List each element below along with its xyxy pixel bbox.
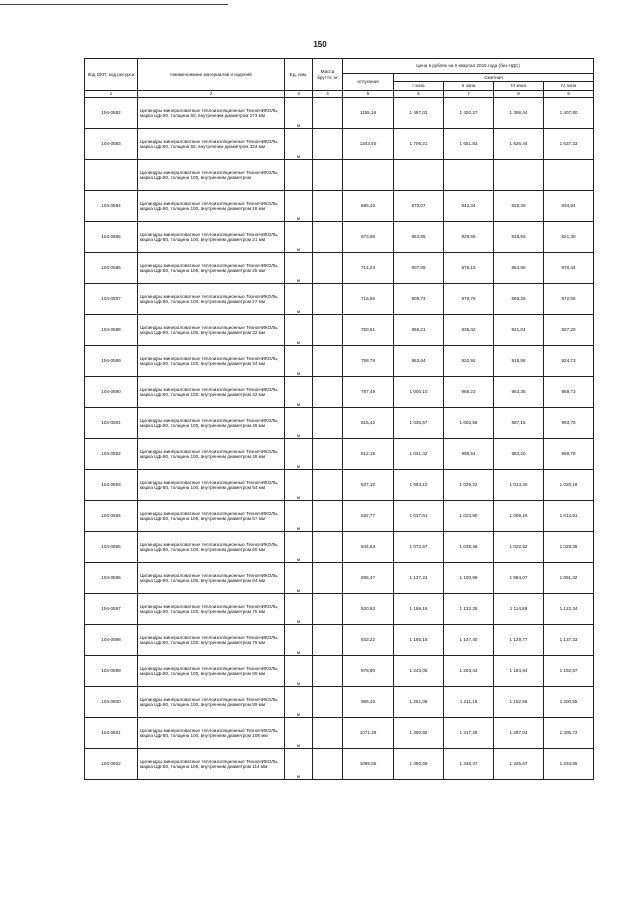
table-row: [85, 377, 594, 408]
row-zone-1-price: 1 243,06: [394, 656, 444, 687]
row-zone-4-price: 1 091,32: [544, 563, 594, 594]
table-row: [85, 160, 594, 191]
row-name: Цилиндры минераловатные теплоизоляционные ТехноНИКОЛЬ, марка Цф-80, толщина 100, внутренним диаметром 54 мм: [138, 470, 285, 501]
column-number: 7: [444, 91, 494, 98]
row-unit: м: [285, 377, 313, 408]
table-row: [85, 439, 594, 470]
row-release-price: 895,47: [343, 563, 394, 594]
row-name: Цилиндры минераловатные теплоизоляционные ТехноНИКОЛЬ, марка Цф-80, толщина 100, внутренним диаметром 80 мм: [138, 656, 285, 687]
row-zone-3-price: 1 008,16: [494, 501, 544, 532]
table-row: [85, 625, 594, 656]
row-zone-2-price: 842,34: [444, 191, 494, 222]
row-name: Цилиндры минераловатные теплоизоляционные ТехноНИКОЛЬ, марка Цф-80, толщина 100, внутренним диаметром 18 мм: [138, 191, 285, 222]
table-row: [85, 687, 594, 718]
row-release-price: 812,15: [343, 439, 394, 470]
row-code: 104-0583: [85, 129, 138, 160]
row-zone-4-price: 834,94: [544, 191, 594, 222]
row-code: 104-0587: [85, 284, 138, 315]
column-number: 6: [394, 91, 444, 98]
row-release-price: 685,10: [343, 191, 394, 222]
table-row: [85, 749, 594, 780]
row-zone-2-price: 878,15: [444, 253, 494, 284]
row-code: 104-0601: [85, 718, 138, 749]
row-name: Цилиндры минераловатные теплоизоляционные ТехноНИКОЛЬ, марка Цф-80, толщина 100, внутренним диаметром 76 мм: [138, 625, 285, 656]
row-name: Цилиндры минераловатные теплоизоляционные ТехноНИКОЛЬ, марка Цф-80, толщина 50, внутренним диаметром 324 мм: [138, 129, 285, 160]
row-mass: [313, 625, 343, 656]
row-zone-4-price: 870,44: [544, 253, 594, 284]
row-zone-3-price: 1 398,44: [494, 98, 544, 129]
row-mass: [313, 594, 343, 625]
row-mass: [313, 98, 343, 129]
row-mass: [313, 749, 343, 780]
row-zone-2-price: 1 132,28: [444, 594, 494, 625]
row-release-price: 1071,39: [343, 718, 394, 749]
row-zone-3-price: 987,15: [494, 408, 544, 439]
row-mass: [313, 222, 343, 253]
row-zone-3-price: [494, 160, 544, 191]
row-zone-3-price: 921,04: [494, 315, 544, 346]
row-release-price: 920,62: [343, 594, 394, 625]
row-unit: м: [285, 346, 313, 377]
row-code: 104-0588: [85, 315, 138, 346]
row-release-price: 758,79: [343, 346, 394, 377]
row-mass: [313, 129, 343, 160]
table-row: [85, 346, 594, 377]
row-name: Цилиндры минераловатные теплоизоляционные ТехноНИКОЛЬ, марка Цф-80, толщина 100, внутренним диаметром 108 мм: [138, 718, 285, 749]
row-name: Цилиндры минераловатные теплоизоляционные ТехноНИКОЛЬ, марка Цф-80, толщина 100, внутренним диаметром 114 мм: [138, 749, 285, 780]
row-name: Цилиндры минераловатные теплоизоляционные ТехноНИКОЛЬ, марка Цф-80, толщина 100, внутренним диаметром 70 мм: [138, 594, 285, 625]
row-zone-4-price: 1 029,36: [544, 532, 594, 563]
column-number: 4: [313, 91, 343, 98]
row-release-price: 1095,05: [343, 749, 394, 780]
row-zone-4-price: 1 192,87: [544, 656, 594, 687]
table-row: [85, 284, 594, 315]
page-number: 150: [313, 40, 327, 49]
row-zone-1-price: 853,95: [394, 222, 444, 253]
row-zone-1-price: 1 185,18: [394, 625, 444, 656]
row-name: Цилиндры минераловатные теплоизоляционные ТехноНИКОЛЬ, марка Цф-80, толщина 100, внутренним диаметром 34 мм: [138, 346, 285, 377]
row-name: Цилиндры минераловатные теплоизоляционные ТехноНИКОЛЬ, марка Цф-80, толщина 100, внутренним диаметром 32 мм: [138, 315, 285, 346]
row-zone-4-price: 1 305,72: [544, 718, 594, 749]
row-release-price: 837,10: [343, 470, 394, 501]
row-zone-4-price: 1 122,34: [544, 594, 594, 625]
row-zone-2-price: 1 317,28: [444, 718, 494, 749]
row-mass: [313, 656, 343, 687]
row-name: Цилиндры минераловатные теплоизоляционные ТехноНИКОЛЬ, марка Цф-80, толщина 100, внутренним диаметром 48 мм: [138, 439, 285, 470]
row-zone-4-price: 1 020,18: [544, 470, 594, 501]
row-zone-4-price: 993,76: [544, 408, 594, 439]
row-unit: м: [285, 656, 313, 687]
row-mass: [313, 563, 343, 594]
row-code: 104-0597: [85, 594, 138, 625]
row-unit: м: [285, 563, 313, 594]
row-zone-1-price: 1 390,69: [394, 749, 444, 780]
row-unit: м: [285, 191, 313, 222]
row-zone-1-price: 907,09: [394, 253, 444, 284]
row-zone-4-price: 821,39: [544, 222, 594, 253]
row-unit: м: [285, 408, 313, 439]
row-code: 104-0591: [85, 408, 138, 439]
row-code: [85, 160, 138, 191]
header-name: Наименование материалов и изделий: [138, 59, 285, 91]
row-zone-2-price: [444, 160, 494, 191]
row-zone-3-price: 1 297,04: [494, 718, 544, 749]
row-name: Цилиндры минераловатные теплоизоляционные ТехноНИКОЛЬ, марка Цф-80, толщина 50, внутренним диаметром 273 мм: [138, 98, 285, 129]
row-mass: [313, 346, 343, 377]
row-zone-4-price: 1 014,91: [544, 501, 594, 532]
table-row: [85, 222, 594, 253]
header-zone-3: III зона: [494, 82, 544, 91]
row-zone-1-price: 1 706,21: [394, 129, 444, 160]
top-rule: [0, 4, 228, 5]
row-zone-3-price: 1 325,67: [494, 749, 544, 780]
row-mass: [313, 532, 343, 563]
row-code: 104-0599: [85, 656, 138, 687]
row-code: 104-0585: [85, 222, 138, 253]
header-zone-1: I зона: [394, 82, 444, 91]
table-row: [85, 253, 594, 284]
row-zone-1-price: 908,74: [394, 284, 444, 315]
row-zone-2-price: 828,66: [444, 222, 494, 253]
row-release-price: 844,63: [343, 532, 394, 563]
row-release-price: 673,68: [343, 222, 394, 253]
header-estimate-price: Сметная: [394, 74, 594, 82]
row-release-price: 978,80: [343, 656, 394, 687]
row-zone-3-price: 1 022,52: [494, 532, 544, 563]
row-code: 104-0590: [85, 377, 138, 408]
row-unit: [285, 160, 313, 191]
row-release-price: 1155,16: [343, 98, 394, 129]
row-zone-4-price: 959,73: [544, 377, 594, 408]
row-mass: [313, 191, 343, 222]
row-name: Цилиндры минераловатные теплоизоляционные ТехноНИКОЛЬ, марка Цф-80, толщина 100, внутренним диаметром 27 мм: [138, 284, 285, 315]
row-unit: м: [285, 718, 313, 749]
row-zone-4-price: 1 407,80: [544, 98, 594, 129]
row-zone-4-price: 1 200,55: [544, 687, 594, 718]
row-mass: [313, 284, 343, 315]
row-name: Цилиндры минераловатные теплоизоляционные ТехноНИКОЛЬ, марка Цф-80, толщина 100, внутренним диаметром 64 мм: [138, 563, 285, 594]
row-zone-1-price: 1 251,08: [394, 687, 444, 718]
header-zone-2: II зона: [444, 82, 494, 91]
table-row: [85, 563, 594, 594]
row-unit: м: [285, 439, 313, 470]
row-zone-1-price: 870,07: [394, 191, 444, 222]
row-mass: [313, 501, 343, 532]
row-unit: м: [285, 470, 313, 501]
table-row: [85, 191, 594, 222]
row-code: 104-0596: [85, 563, 138, 594]
row-zone-2-price: 1 029,22: [444, 470, 494, 501]
row-zone-2-price: 1 100,99: [444, 563, 494, 594]
row-zone-2-price: 998,54: [444, 439, 494, 470]
header-zone-4: IV зона: [544, 82, 594, 91]
row-release-price: [343, 160, 394, 191]
table-row: [85, 501, 594, 532]
row-zone-3-price: 864,65: [494, 253, 544, 284]
row-zone-1-price: 1 063,10: [394, 470, 444, 501]
row-zone-3-price: 1 129,77: [494, 625, 544, 656]
row-unit: м: [285, 315, 313, 346]
header-unit: Ед. изм.: [285, 59, 313, 91]
row-zone-3-price: 1 626,44: [494, 129, 544, 160]
table-row: [85, 470, 594, 501]
row-release-price: 815,42: [343, 408, 394, 439]
row-zone-4-price: 1 137,33: [544, 625, 594, 656]
row-zone-2-price: 968,23: [444, 377, 494, 408]
row-code: 104-0593: [85, 470, 138, 501]
row-release-price: 933,22: [343, 625, 394, 656]
row-zone-4-price: [544, 160, 594, 191]
row-name: Цилиндры минераловатные теплоизоляционные ТехноНИКОЛЬ, марка Цф-80, толщина 100, внутренним диаметром 45 мм: [138, 408, 285, 439]
row-mass: [313, 377, 343, 408]
row-zone-1-price: 966,21: [394, 315, 444, 346]
row-zone-1-price: 1 169,16: [394, 594, 444, 625]
table-row: [85, 656, 594, 687]
header-price-group: Цена в рублях на II квартал 2015 года (без НДС): [343, 59, 594, 74]
row-name: Цилиндры минераловатные теплоизоляционные ТехноНИКОЛЬ, марка Цф-80, толщина 100, внутренним диаметром 25 мм: [138, 253, 285, 284]
row-zone-4-price: 989,78: [544, 439, 594, 470]
row-unit: м: [285, 749, 313, 780]
row-zone-3-price: 1 084,07: [494, 563, 544, 594]
header-code: Код ОКП, код ресурса: [85, 59, 138, 91]
row-zone-1-price: 1 035,57: [394, 408, 444, 439]
row-zone-3-price: 829,39: [494, 191, 544, 222]
row-zone-2-price: 1 038,48: [444, 532, 494, 563]
row-name: Цилиндры минераловатные теплоизоляционные ТехноНИКОЛЬ, марка Цф-80, толщина 100, внутренним диаметром 60 мм: [138, 532, 285, 563]
row-name: Цилиндры минераловатные теплоизоляционные ТехноНИКОЛЬ, марка Цф-80, толщина 100, внутренним диаметром: [138, 160, 285, 191]
row-zone-1-price: [394, 160, 444, 191]
column-number: 1: [85, 91, 138, 98]
row-release-price: 760,81: [343, 315, 394, 346]
table-row: [85, 129, 594, 160]
row-code: 104-0602: [85, 749, 138, 780]
row-zone-2-price: 1 420,27: [444, 98, 494, 129]
row-mass: [313, 315, 343, 346]
row-release-price: 985,10: [343, 687, 394, 718]
row-mass: [313, 160, 343, 191]
row-zone-1-price: 1 137,24: [394, 563, 444, 594]
row-zone-2-price: 935,42: [444, 315, 494, 346]
row-zone-3-price: 918,58: [494, 346, 544, 377]
row-code: 104-0592: [85, 439, 138, 470]
row-zone-4-price: 924,73: [544, 346, 594, 377]
header-mass: Масса брутто, кг: [313, 59, 343, 91]
column-number: 5: [343, 91, 394, 98]
column-number: 2: [138, 91, 285, 98]
row-zone-4-price: 927,20: [544, 315, 594, 346]
row-zone-1-price: 1 467,03: [394, 98, 444, 129]
row-mass: [313, 687, 343, 718]
column-number: 9: [544, 91, 594, 98]
row-unit: м: [285, 98, 313, 129]
row-code: 104-0600: [85, 687, 138, 718]
row-release-price: 832,77: [343, 501, 394, 532]
row-zone-3-price: 1 114,89: [494, 594, 544, 625]
row-zone-4-price: 1 334,55: [544, 749, 594, 780]
table-row: [85, 718, 594, 749]
table-row: [85, 315, 594, 346]
row-zone-4-price: 1 637,33: [544, 129, 594, 160]
row-zone-3-price: 1 192,56: [494, 687, 544, 718]
row-release-price: 787,49: [343, 377, 394, 408]
row-zone-2-price: 1 346,37: [444, 749, 494, 780]
row-unit: м: [285, 253, 313, 284]
row-zone-2-price: 1 023,90: [444, 501, 494, 532]
row-zone-1-price: 963,64: [394, 346, 444, 377]
row-mass: [313, 439, 343, 470]
row-zone-3-price: 866,26: [494, 284, 544, 315]
table-row: [85, 98, 594, 129]
row-unit: м: [285, 594, 313, 625]
row-mass: [313, 718, 343, 749]
row-zone-3-price: 953,35: [494, 377, 544, 408]
header-release-price: отпускная: [343, 74, 394, 91]
row-code: 104-0594: [85, 501, 138, 532]
row-zone-4-price: 872,06: [544, 284, 594, 315]
row-mass: [313, 470, 343, 501]
row-zone-1-price: 1 072,67: [394, 532, 444, 563]
row-name: Цилиндры минераловатные теплоизоляционные ТехноНИКОЛЬ, марка Цф-80, толщина 100, внутренним диаметром 21 мм: [138, 222, 285, 253]
row-name: Цилиндры минераловатные теплоизоляционные ТехноНИКОЛЬ, марка Цф-80, толщина 100, внутренним диаметром 89 мм: [138, 687, 285, 718]
column-number: 3: [285, 91, 313, 98]
row-code: 104-0586: [85, 253, 138, 284]
row-unit: м: [285, 625, 313, 656]
row-code: 104-0598: [85, 625, 138, 656]
table-row: [85, 408, 594, 439]
row-zone-1-price: 1 360,65: [394, 718, 444, 749]
row-unit: м: [285, 284, 313, 315]
row-mass: [313, 408, 343, 439]
row-code: 104-0584: [85, 191, 138, 222]
row-zone-2-price: 1 211,18: [444, 687, 494, 718]
row-zone-2-price: 932,92: [444, 346, 494, 377]
table-row: [85, 532, 594, 563]
row-mass: [313, 253, 343, 284]
row-release-price: 714,23: [343, 253, 394, 284]
row-zone-2-price: 1 203,44: [444, 656, 494, 687]
row-zone-3-price: 983,20: [494, 439, 544, 470]
row-name: Цилиндры минераловатные теплоизоляционные ТехноНИКОЛЬ, марка Цф-80, толщина 100, внутренним диаметром 57 мм: [138, 501, 285, 532]
row-zone-3-price: 815,93: [494, 222, 544, 253]
row-unit: м: [285, 532, 313, 563]
row-zone-2-price: 1 147,40: [444, 625, 494, 656]
row-unit: м: [285, 129, 313, 160]
row-code: 104-0582: [85, 98, 138, 129]
row-zone-3-price: 1 184,94: [494, 656, 544, 687]
row-unit: м: [285, 687, 313, 718]
price-table: [84, 58, 594, 780]
column-number: 8: [494, 91, 544, 98]
row-unit: м: [285, 222, 313, 253]
row-zone-1-price: 1 000,10: [394, 377, 444, 408]
row-release-price: 715,56: [343, 284, 394, 315]
row-zone-1-price: 1 031,42: [394, 439, 444, 470]
table-row: [85, 594, 594, 625]
row-zone-2-price: 1 002,56: [444, 408, 494, 439]
row-zone-2-price: 879,78: [444, 284, 494, 315]
row-zone-3-price: 1 013,40: [494, 470, 544, 501]
row-code: 104-0595: [85, 532, 138, 563]
row-name: Цилиндры минераловатные теплоизоляционные ТехноНИКОЛЬ, марка Цф-80, толщина 100, внутренним диаметром 42 мм: [138, 377, 285, 408]
row-zone-1-price: 1 037,61: [394, 501, 444, 532]
row-zone-2-price: 1 651,83: [444, 129, 494, 160]
row-code: 104-0589: [85, 346, 138, 377]
row-release-price: 1343,40: [343, 129, 394, 160]
row-unit: м: [285, 501, 313, 532]
